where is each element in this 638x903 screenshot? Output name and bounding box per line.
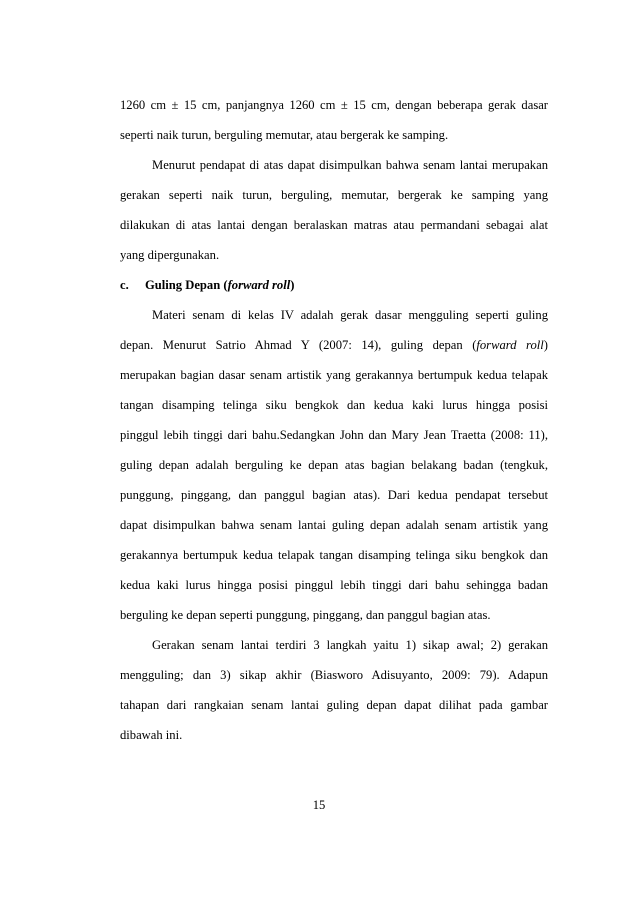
text-line: kedua kaki lurus hingga posisi pinggul lebih tinggi dari bahu sehingga badan xyxy=(120,578,548,592)
text-line: gerakannya bertumpuk kedua telapak tangan disamping telinga siku bengkok dan xyxy=(120,548,548,562)
text-line: dilakukan di atas lantai dengan beralaskan matras atau permandani sebagai alat xyxy=(120,218,548,232)
text-line: Materi senam di kelas IV adalah gerak dasar mengguling seperti guling xyxy=(152,308,548,322)
section-title-end: ) xyxy=(290,278,295,292)
text-line: pinggul lebih tinggi dari bahu.Sedangkan John dan Mary Jean Traetta (2008: 11), xyxy=(120,428,548,442)
text-line: mengguling; dan 3) sikap akhir (Biasworo Adisuyanto, 2009: 79). Adapun xyxy=(120,668,548,682)
text-line: berguling ke depan seperti punggung, pinggang, dan panggul bagian atas. xyxy=(120,608,491,622)
text-line xyxy=(120,330,548,360)
section-heading xyxy=(120,270,548,300)
text-line: seperti naik turun, berguling memutar, atau bergerak ke samping. xyxy=(120,128,449,142)
section-title-italic: forward roll xyxy=(227,278,291,292)
section-title: Guling Depan ( xyxy=(145,278,228,292)
text-line: gerakan seperti naik turun, berguling, memutar, bergerak ke samping yang xyxy=(120,188,548,202)
text-line: Menurut pendapat di atas dapat disimpulkan bahwa senam lantai merupakan xyxy=(152,158,548,172)
page-number: 15 xyxy=(312,798,326,812)
text-line: tangan disamping telinga siku bengkok dan kedua kaki lurus hingga posisi xyxy=(120,398,548,412)
text-line: tahapan dari rangkaian senam lantai guling depan dapat dilihat pada gambar xyxy=(120,698,548,712)
text-line: punggung, pinggang, dan panggul bagian atas). Dari kedua pendapat tersebut xyxy=(120,488,548,502)
text-line: dibawah ini. xyxy=(120,728,183,742)
text-line: 1260 cm ± 15 cm, panjangnya 1260 cm ± 15 cm, dengan beberapa gerak dasar xyxy=(120,98,548,112)
text-line: dapat disimpulkan bahwa senam lantai guling depan adalah senam artistik yang xyxy=(120,518,548,532)
section-number: c. xyxy=(120,278,129,292)
text-line: guling depan adalah berguling ke depan atas bagian belakang badan (tengkuk, xyxy=(120,458,548,472)
text-segment: ) xyxy=(543,338,548,352)
document-body xyxy=(120,90,548,750)
text-segment-italic: forward roll xyxy=(476,338,544,352)
text-line: merupakan bagian dasar senam artistik yang gerakannya bertumpuk kedua telapak xyxy=(120,368,548,382)
text-segment: depan. Menurut Satrio Ahmad Y (2007: 14), guling depan ( xyxy=(120,338,477,352)
text-line: yang dipergunakan. xyxy=(120,248,220,262)
text-line: Gerakan senam lantai terdiri 3 langkah yaitu 1) sikap awal; 2) gerakan xyxy=(152,638,548,652)
